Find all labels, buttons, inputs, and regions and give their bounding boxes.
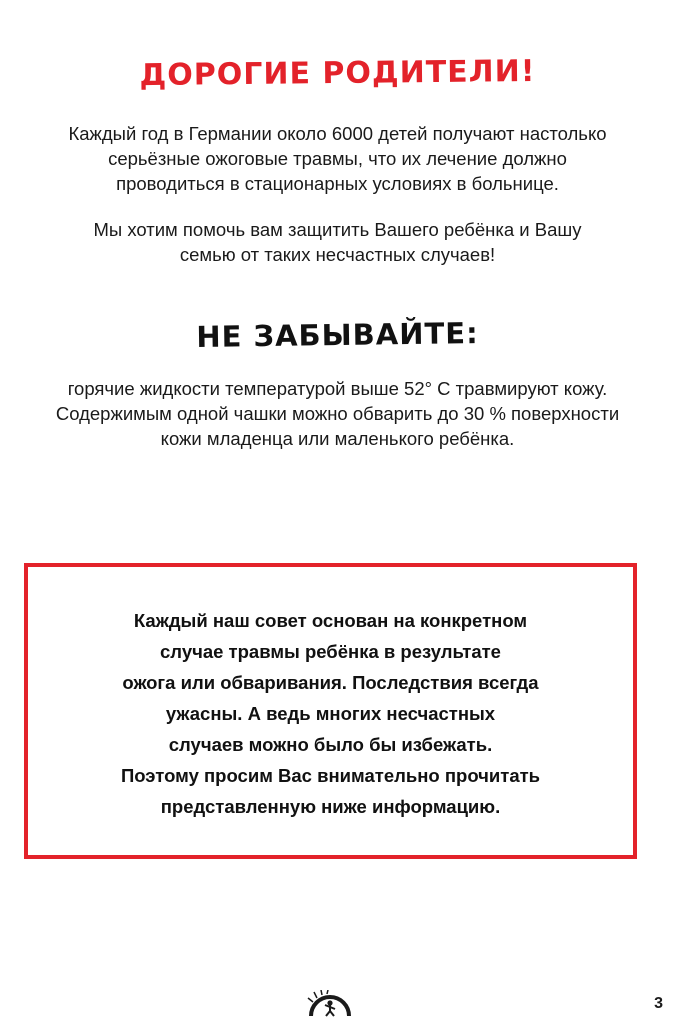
sun-child-logo-icon — [305, 990, 355, 1018]
notice-line: Каждый наш совет основан на конкретном — [133, 610, 528, 631]
page-title: ДОРОГИЕ РОДИТЕЛИ! — [139, 53, 536, 94]
notice-line: ужасны. А ведь многих несчастных — [165, 703, 496, 724]
notice-line: ожога или обваривания. Последствия всегда — [122, 672, 539, 693]
reminder-heading: НЕ ЗАБЫВАЙТЕ: — [196, 316, 479, 354]
notice-line: случаев можно было бы избежать. — [168, 734, 493, 755]
reminder-paragraph — [0, 376, 675, 451]
notice-box — [24, 563, 637, 859]
intro-line: проводиться в стационарных условиях в больнице. — [116, 173, 559, 194]
reminder-line: кожи младенца или маленького ребёнка. — [160, 428, 515, 449]
notice-text — [28, 605, 633, 822]
intro-paragraph — [0, 121, 675, 196]
help-line: Мы хотим помочь вам защитить Вашего ребёнка и Вашу — [93, 219, 582, 240]
help-paragraph — [0, 217, 675, 267]
notice-line: представленную ниже информацию. — [160, 796, 501, 817]
reminder-line: Содержимым одной чашки можно обварить до 30 % поверхности — [55, 403, 620, 424]
page-number: 3 — [654, 995, 663, 1012]
reminder-line: горячие жидкости температурой выше 52° C травмируют кожу. — [67, 378, 608, 399]
intro-line: Каждый год в Германии около 6000 детей получают настолько — [68, 123, 607, 144]
help-line: семью от таких несчастных случаев! — [179, 244, 496, 265]
notice-line: Поэтому просим Вас внимательно прочитать — [120, 765, 541, 786]
intro-line: серьёзные ожоговые травмы, что их лечение должно — [108, 148, 567, 169]
notice-line: случае травмы ребёнка в результате — [160, 641, 501, 662]
